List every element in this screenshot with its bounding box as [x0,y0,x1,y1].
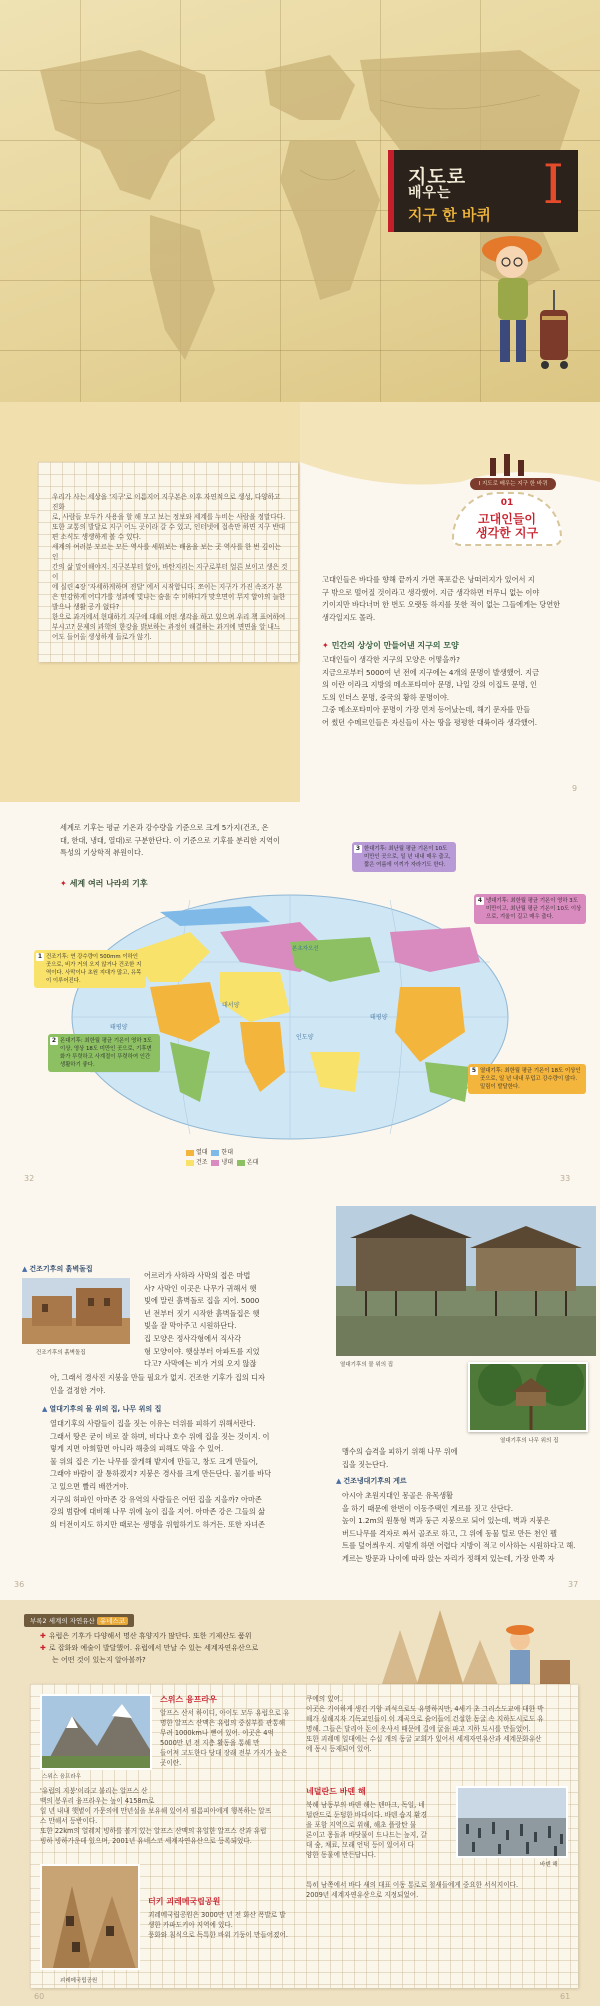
map-heading: ✦ 세계 여러 나라의 기후 [60,879,148,888]
body-line: 의 이란 이라크 지방의 메소포타미아 문명, 나일 강의 이집트 문명, 인 [322,680,537,690]
text-line: '유럽의 지붕'이라고 불리는 알프스 산 [40,1787,148,1795]
legend-swatch [211,1150,219,1156]
intro-questions [40,1630,360,1666]
title-line-1: 지도로 [408,166,467,188]
text-line: 알프스 산서 하이디, 아이도 모두 유럽으로 유명한 알프스 산맥은 유럽의 중심부를 관통해 무려 1000km나 뻗어 있어. 이곳은 4억 5000만 년 전 지층 활동을 통해 만 [160,1709,290,1747]
note-line: 발으나 생활 공기 없다? [52,603,120,611]
legend-swatch [186,1150,194,1156]
chapter-title [448,512,566,540]
section-heading: ▲ 건조냉대기후의 게르 [336,1477,407,1485]
callout-polar [352,842,456,872]
heritage-item-title: 네덜란드 바덴 해 [306,1787,366,1796]
rock-formation-illustration [42,1866,140,1970]
body-line: 지구의 허파인 아마존 강 유역의 사람들은 어떤 집을 지을까? 아마존 [50,1494,262,1504]
legend-item: 열대 [186,1149,208,1156]
body-line: 지금으로부터 5000여 년 전에 지구에는 4개의 문명이 발생했어. 지금 [322,667,540,677]
note-line: 로, 사람들 모두가 사용을 할 해 모고 보는 정보와 세계를 누비는 사람을 정말다다. [52,513,286,521]
text-line: 해가 심해지자 기독교인들이 이 계곡으로 숨어들어 건설한 동굴 속 지하도시로도 유 [306,1715,544,1723]
world-heritage-page [0,1600,600,2006]
heritage-item-title: 스위스 융프라우 [160,1695,217,1704]
legend-item: 건조 [186,1159,208,1166]
page-number-left: 36 [14,1580,25,1589]
question-line: 는 어떤 것이 있는지 알아볼까? [52,1656,146,1664]
title-line-2: 배우는 [408,185,452,201]
text-line: 괴레메국립공원은 3000만 년 전 화산 폭발로 발생한 카파도키아 지역에 있다. [148,1911,286,1929]
body-line: 어 썼던 수메르인들은 자신들이 사는 땅을 평평한 대륙이라 생각했어. [322,717,537,727]
body-line: 그중 메소포타미아 문명이 가장 먼저 등어났는데, 해기 문자를 만들 [322,705,531,715]
photo-caption: 열대기후의 물 위의 집 [340,1362,394,1368]
chapter-badge [448,454,566,546]
text-line: 또한 22km의 얼레치 빙하를 볼거 있는 알프스 산맥의 유일한 알프스 산과 유럽 [40,1827,267,1835]
legend-swatch [211,1160,219,1166]
page-number-right: 37 [568,1580,579,1589]
stilt-house-photo [336,1206,596,1356]
text-line: 또한 괴레메 일대에는 수십 개의 동굴 교회가 있어서 세계자연유산과 세계문화유산 [306,1735,542,1743]
appendix-tag: 부록2 세계의 자연유산 유네스코 [24,1614,134,1627]
text-line: 빙하 빙하가운데 있으며, 2001년 유네스코 세계자연유산으로 등록되었다. [40,1837,252,1845]
ocean-label: 대서양 [222,1002,240,1009]
chapter-intro-page [0,402,600,802]
heritage-item-text [306,1800,446,1860]
body-line: 다고? 사막에는 비가 거의 오지 않잖 [144,1359,257,1369]
triangle-icon: ▲ [22,1265,28,1273]
title-line-3: 지구 한 바퀴 [408,206,491,224]
text-line: 을 포함 지역으로 위해, 해초 플랑탄 물 [306,1821,417,1829]
body-line: 고대인들이 생각한 지구의 모양은 어떻을까? [322,655,460,664]
tree-house-photo [468,1362,588,1432]
heritage-item-1 [160,1694,290,1768]
body-line: 세계로 기후는 평균 기온과 강수량을 기준으로 크게 5가지(건조, 온 [60,823,269,832]
body-line: 트를 덮어씌우지. 지렇게 하면 어렵다 지방이 적고 이사하는 시원하다고 해. [342,1541,576,1551]
question-line: ✚ 로 잡화와 예술이 발달했어. 유럽에서 만날 수 있는 세계자연유산으로 [40,1644,259,1652]
goreme-photo [40,1864,140,1970]
roman-numeral: I [542,153,564,216]
callout-number: 3 [355,845,361,852]
note-line: 또한 교통의 발달로 지구 어느 곳이라 갈 수 있고, 인터넷에 접속만 하면 지구 반대 [52,523,286,531]
note-line: 에 실린 4장 '자세하게하며 전달' 에서 시작합니다. 쪼이는 지구가 가진 속조가 본 [52,583,283,591]
world-climate-map-svg [70,892,510,1142]
page-number-left: 32 [24,1174,35,1183]
sidebar-note-card [38,462,298,662]
text-line: 맥의 봉우리 융프라우는 높이 4158m로 [40,1797,155,1805]
body-line: 그래야 바람이 잘 통하겠지? 지붕은 경사를 크게 만든단다. 물기를 바닥 [50,1469,272,1479]
section-text [144,1270,320,1371]
text-line: 대 숲, 채료, 모래 언덕 등이 있어서 다 [306,1841,415,1849]
explorer-character-illustration [470,220,590,390]
star-icon: ✦ [322,641,329,650]
star-icon: ✦ [60,879,67,888]
sidebar-note-text [52,492,288,642]
triangle-icon: ▲ [336,1477,342,1485]
cover-page [0,0,600,402]
mud-brick-house-photo [22,1278,130,1344]
text-line: 쿠에의 있어. [306,1695,343,1703]
intro-body-2 [322,654,584,730]
body-line: 특성의 기상학적 뷰원이다. [60,848,144,858]
heritage-right-text-end [306,1880,568,1900]
photo-caption: 건조기후의 흙벽돌집 [36,1350,86,1356]
plus-icon: ✚ [40,1632,46,1640]
intro-subheading: ✦ 민간의 상상이 만들어낸 지구의 모양 [322,641,459,650]
intro-body [322,574,584,624]
jungfrau-photo [40,1694,152,1770]
section-text [342,1490,590,1566]
callout-text: 건조기후: 연 강수량이 500mm 이하인 곳으로, 비가 거의 오지 않거나 건조한 지역이다. 사막이나 초원 지대가 많고, 유목이 이루어진다. [46,954,142,984]
callout-number: 1 [37,953,43,960]
body-line: 형 모양이야. 햇살부터 아파트를 지었 [144,1346,260,1356]
ocean-label: 태평양 [110,1024,128,1031]
body-line: 아시아 초원지대인 몽골은 유목생활 [342,1491,454,1500]
mud-brick-illustration [22,1278,130,1344]
legend-swatch [186,1160,194,1166]
body-line: 열대기후의 사람들이 집을 짓는 이유는 더위를 피하기 위해서란다. [50,1419,256,1428]
section-heading: ▲ 열대기후의 물 위의 집, 나무 위의 집 [42,1405,162,1413]
text-line: 풍화와 침식으로 독특한 바위 기둥이 만들어졌어. [148,1931,288,1939]
note-line: 우리가 사는 세상을 '지구'로 이름지어 지구본은 이후 자연적으로 생성, 다양하고 진화 [52,493,281,511]
callout-text: 온대기후: 최한월 평균 기온이 영하 3도 이상, 영상 18도 미만인 곳으로, 기후변화가 뚜렷하고 사계절이 뚜렷하여 인간 생활하기 좋다. [60,1038,152,1068]
note-line: 어도 들어올 생성하게 들로가 않기. [52,633,152,641]
body-line: 대, 한대, 냉대, 열대)로 구분한단다. 이 기준으로 기후를 분리한 지역이 [60,835,280,845]
body-line: 맹수의 습격을 피하기 위해 나무 위에 [342,1447,458,1456]
text-line: 일 년 내내 햇볕이 가문의에 만년설을 보유해 있어서 필름피아에게 행복하는 알프 [40,1807,272,1815]
tidal-flat-illustration [458,1788,568,1858]
body-line: 도의 인더스 문명, 중국의 황하 문명이야. [322,692,450,702]
callout-number: 4 [477,897,483,904]
text-line: 스 만해서 등반이다. [40,1817,98,1825]
wadden-sea-photo [456,1786,568,1858]
chapter-title-line: 생각한 지구 [475,526,539,540]
text-line: 북해 남동부의 바덴 해는 덴마크, 독일, 네 [306,1801,425,1809]
heritage-item-2 [148,1896,288,1940]
legend-item: 온대 [237,1159,259,1166]
heritage-item-title: 터키 괴레메국립공원 [148,1897,221,1906]
text-line: 양한 동물에 만든답니다. [306,1851,376,1859]
page-number-right: 33 [560,1174,571,1183]
water-house-illustration [336,1206,596,1356]
text-line: 이곳은 기이하게 생긴 기암 괴석으로도 유명하지만, 4세기 초 그리스도교에 대한 박 [306,1705,544,1713]
mountain-illustration [42,1696,152,1770]
callout-text: 냉대기후: 최한월 평균 기온이 영하 3도 미만이고, 최난월 평균 기온이 10도 이상으로, 겨울이 길고 매우 춥다. [486,898,582,920]
dwellings-page [0,1196,600,1600]
body-line: 인을 결정한 거야. [50,1385,106,1395]
body-line: 버드나무를 격자로 짜서 골조로 하고, 그 위에 동물 털로 만든 천인 펠 [342,1528,557,1538]
breadcrumb: I 지도로 배우는 지구 한 바퀴 [470,478,556,490]
note-line: 세계의 여러분 모르는 모든 역사를 세워보는 배움을 보는 곳 역사를 한 번 깊이는 인 [52,543,281,561]
plus-icon: ✚ [40,1644,46,1652]
rock-village-illustration [360,1600,600,1690]
callout-text: 열대기후: 최한월 평균 기온이 18도 이상인 곳으로, 일 년 내내 무덥고 강수량이 많다. 밀림이 발달한다. [480,1068,581,1090]
photo-caption: 괴레메국립공원 [60,1978,98,1984]
section-heading: ▲ 건조기후의 흙벽돌집 [22,1265,93,1273]
body-line: 기이지만 바다너머 한 번도 오랫동 하지를 못한 적이 없는 그들에게는 당연한 [322,600,561,610]
note-line: 은 민감하게 어디가를 성과에 빛나는 숨을 수 이하디가 맞으면이 무지 알아의 늘한 [52,593,286,601]
body-line: 강의 범람에 대비해 나무 위에 높이 집을 지어. 아마존 강은 그들의 삶 [50,1507,265,1517]
legend-item: 한대 [211,1149,233,1156]
body-line: 빛에 말린 흙벽돌로 집을 지어. 5000 [144,1296,260,1306]
body-line: 빛을 잘 막아주고 시원하단다. [144,1321,237,1331]
ocean-label: 인도양 [296,1034,314,1041]
body-line: 의 터전이지도 하지만 때로는 생명을 위협하기도 하거든. 또한 자녀존 [50,1519,265,1529]
heritage-right-text [306,1694,568,1754]
body-line: 구 밖으로 떨어질 것이라고 생각했어. 지금 생각하면 터무니 없는 이야 [322,587,540,597]
body-line: 물 위의 집은 기는 나무를 잘게해 밭지에 만들고, 창도 크게 만들어, [50,1456,258,1466]
meridian-label: 본초자오선 [292,946,319,952]
chapter-title-line: 고대인들이 [478,512,536,526]
body-line: 아, 그래서 경사진 지붕을 만들 필요가 없지. 건조한 기후가 집의 디자 [50,1373,265,1382]
body-line: 높이 1.2m의 원통형 벽과 둥근 지붕으로 되어 있는데, 벽과 지붕은 [342,1516,550,1526]
note-line: 부시고? 문제의 과학의 한강을 밝보하는 과정이 해결하는 과거에 면면을 알 내느 [52,623,281,631]
body-line: 사? 사막인 이곳은 나무가 귀해서 햇 [144,1283,257,1293]
text-line: 2009년 세계자연유산으로 지정되었어. [306,1891,419,1899]
page-number: 9 [572,784,578,793]
text-line: 에 동시 등재되어 있어. [306,1745,372,1753]
text-line: 론이고 몽돌과 바닷물이 드나드는 늪지, 갈 [306,1831,427,1839]
climate-world-map [70,892,510,1142]
body-line: 고대인들은 바다를 향해 끝까지 가면 폭포같은 낭떠러지가 있어서 지 [322,575,535,584]
page-number-right: 61 [560,1992,571,2001]
text-line: 들어져 고도한다 당대 장래 전부 가지가 높은 곳이란. [160,1749,288,1767]
heritage-item-1-extra [40,1786,290,1846]
note-line: 편 소식도 생생하게 볼 수 있다. [52,533,142,541]
callout-text: 한대기후: 최난월 평균 기온이 10도 미만인 곳으로, 일 년 내내 매우 춥고, 짧은 여름에 이끼가 자라기도 한다. [364,846,451,868]
callout-temperate [48,1034,160,1072]
text-line: 특히 남쪽에서 바다 새의 대표 이동 통로로 철새들에게 중요한 서식지이다. [306,1881,519,1889]
climate-intro [60,822,360,860]
note-line: 한으로 과거에서 현대하기 지구에 대해 어떤 생각을 하고 있으며 우리 책 표여하여 [52,613,286,621]
photo-caption: 스위스 융프라우 [42,1774,81,1780]
chapter-number: 01 [500,498,514,508]
climate-map-page [0,802,600,1196]
callout-number: 2 [51,1037,57,1044]
section-text [50,1372,320,1397]
heritage-item-text [148,1910,288,1940]
body-line: 을 하기 때문에 한번이 이동주택인 게르를 짓고 산단다. [342,1503,514,1513]
text-line: 덜란드로 둔덩한 바다이다. 바덴 습지 환경 [306,1811,427,1819]
note-line: 간의 삶 말이해야지. 지구본부터 알아, 바탄지리는 지구로부터 얼른 보이고 생은 것이 [52,563,288,581]
body-line: 렇게 지면 아희할면 아니라 해충의 피해도 막을 수 있어. [50,1444,224,1454]
body-line: 집을 짓는단다. [342,1459,389,1469]
page-number-left: 60 [34,1992,45,2001]
body-line: 그래서 땅은 굳이 비로 잘 하며, 비다나 호수 위에 집을 짓는 것이지. 이 [50,1431,270,1441]
body-line: 집 모양은 정사각형에서 직사각 [144,1333,242,1343]
callout-tropical [468,1064,586,1094]
ocean-label: 태평양 [370,1014,388,1021]
section-text [50,1418,322,1531]
photo-caption: 바덴 해 [540,1862,558,1868]
callout-number: 5 [471,1067,477,1074]
body-line: 고 있으면 빨리 배깐거야. [50,1481,129,1491]
callout-dry [34,950,146,988]
body-line: 게르는 방문과 나이에 따라 앉는 자리가 정해져 있는데, 가장 안쪽 자 [342,1553,555,1563]
callout-subarctic [474,894,586,924]
body-line: 년 전부터 짓기 시작한 흙벽돌집은 햇 [144,1308,260,1318]
text-line: 명해. 그들은 달리아 돈이 옷사서 때문에 길에 굴을 파고 지하 도시를 만들었어. [306,1725,531,1733]
body-line: 생각일지도 몰라. [322,612,376,622]
map-legend [186,1148,346,1168]
photo-caption: 열대기후의 나무 위의 집 [500,1438,559,1444]
body-line: 어르러가 사하라 사막의 접은 마법 [144,1271,251,1280]
tree-house-illustration [470,1364,588,1432]
legend-item: 냉대 [211,1159,233,1166]
heritage-item-3 [306,1786,446,1860]
legend-swatch [237,1160,245,1166]
question-line: ✚ 유럽은 기후가 다양해서 명산 휴양지가 많단다. 또한 기제산도 품위 [40,1632,252,1640]
triangle-icon: ▲ [42,1405,48,1413]
section-text [342,1446,466,1471]
heritage-item-text [160,1708,290,1768]
